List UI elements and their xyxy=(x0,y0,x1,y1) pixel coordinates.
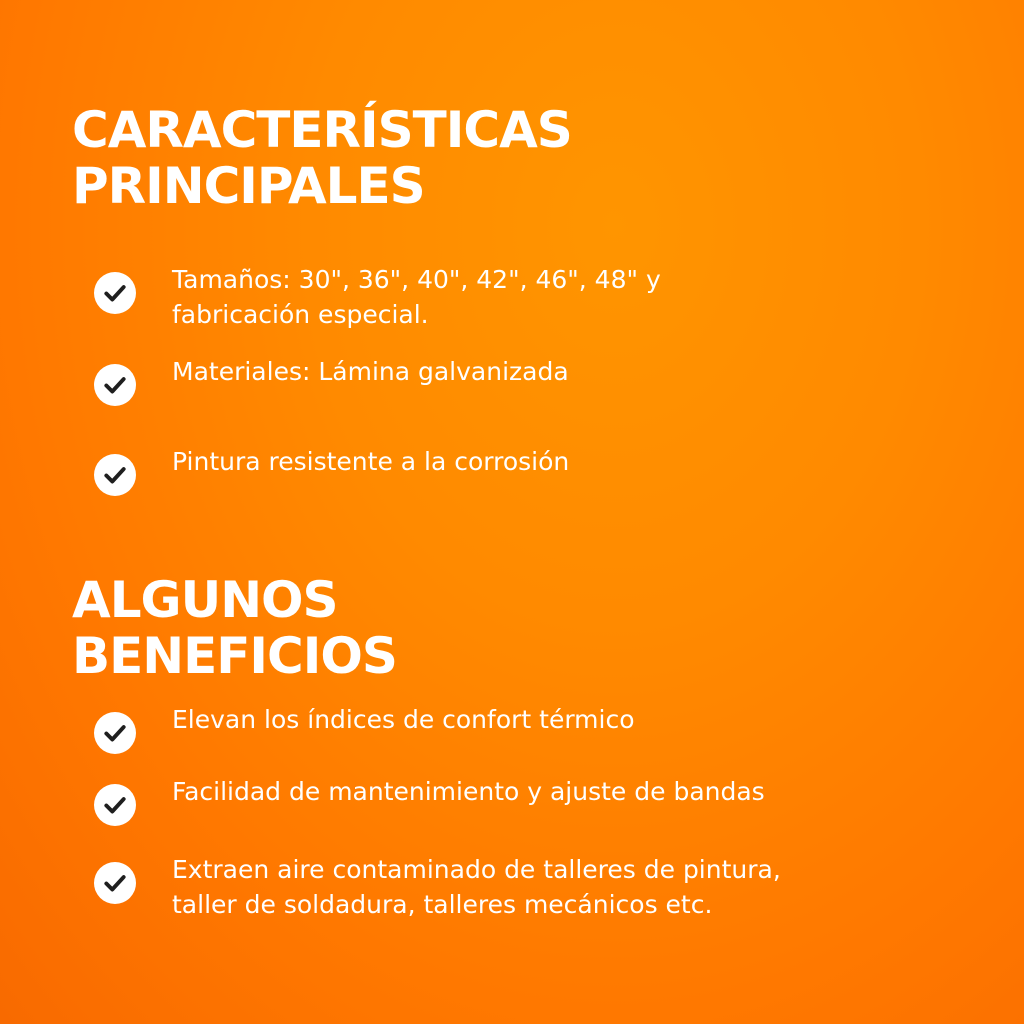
benefit-item-text: Extraen aire contaminado de talleres de pintura, taller de soldadura, talleres mecánicos etc. xyxy=(172,855,781,919)
check-circle-icon xyxy=(94,272,136,314)
check-circle-icon xyxy=(94,712,136,754)
benefit-item-text: Elevan los índices de confort térmico xyxy=(172,705,635,734)
benefits-heading: ALGUNOS BENEFICIOS xyxy=(72,571,397,685)
check-circle-icon xyxy=(94,454,136,496)
features-heading: CARACTERÍSTICAS PRINCIPALES xyxy=(72,101,572,215)
feature-item-text: Pintura resistente a la corrosión xyxy=(172,447,570,476)
check-circle-icon xyxy=(94,364,136,406)
feature-item-text: Materiales: Lámina galvanizada xyxy=(172,357,569,386)
check-circle-icon xyxy=(94,784,136,826)
feature-item-text: Tamaños: 30", 36", 40", 42", 46", 48" y fabricación especial. xyxy=(172,265,661,329)
benefit-item-text: Facilidad de mantenimiento y ajuste de bandas xyxy=(172,777,765,806)
check-circle-icon xyxy=(94,862,136,904)
